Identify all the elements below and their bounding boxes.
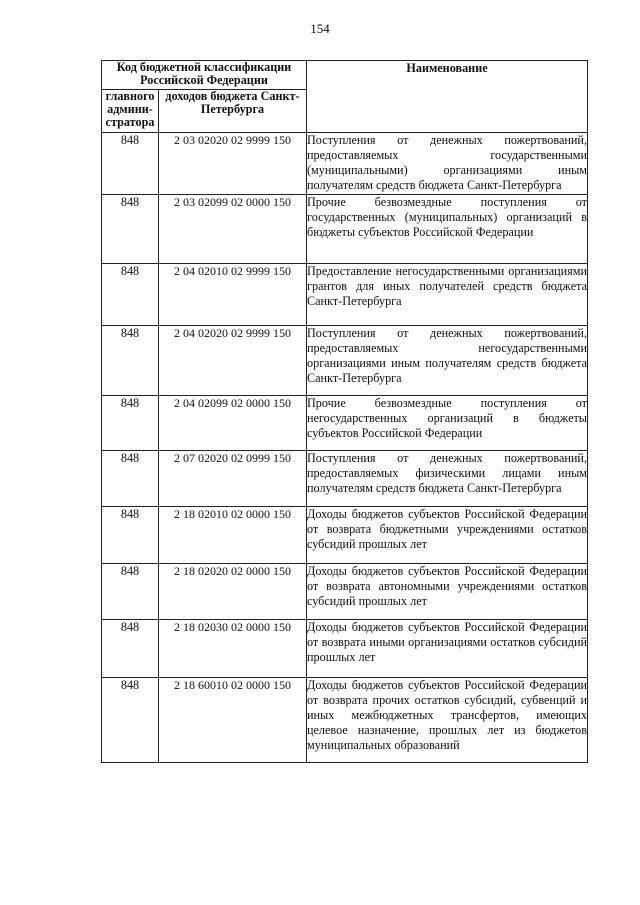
cell-admin: 848 xyxy=(102,133,159,195)
page-number: 154 xyxy=(310,21,330,36)
header-admin: главного админи-стратора xyxy=(102,90,159,133)
cell-admin: 848 xyxy=(102,396,159,451)
cell-admin: 848 xyxy=(102,264,159,326)
cell-admin: 848 xyxy=(102,507,159,564)
cell-code: 2 04 02020 02 9999 150 xyxy=(159,326,307,396)
table-row xyxy=(102,451,588,507)
cell-name: Доходы бюджетов субъектов Российской Федерации от возврата автономными учреждениями остатков субсидий прошлых лет xyxy=(307,564,588,620)
cell-code: 2 04 02010 02 9999 150 xyxy=(159,264,307,326)
cell-admin: 848 xyxy=(102,451,159,507)
cell-code: 2 18 02020 02 0000 150 xyxy=(159,564,307,620)
table-row xyxy=(102,133,588,195)
cell-name: Прочие безвозмездные поступления от государственных (муниципальных) организаций в бюджеты субъектов Российской Федерации xyxy=(307,195,588,264)
table-row xyxy=(102,564,588,620)
cell-admin: 848 xyxy=(102,564,159,620)
budget-classification-table xyxy=(101,60,588,763)
cell-code: 2 18 02030 02 0000 150 xyxy=(159,620,307,678)
cell-name: Поступления от денежных пожертвований, предоставляемых физическими лицами иным получателям средств бюджета Санкт-Петербурга xyxy=(307,451,588,507)
table-row xyxy=(102,195,588,264)
cell-name: Прочие безвозмездные поступления от негосударственных организаций в бюджеты субъектов Российской Федерации xyxy=(307,396,588,451)
table-row xyxy=(102,264,588,326)
cell-name: Доходы бюджетов субъектов Российской Федерации от возврата бюджетными учреждениями остатков субсидий прошлых лет xyxy=(307,507,588,564)
table-row xyxy=(102,396,588,451)
cell-admin: 848 xyxy=(102,620,159,678)
cell-code: 2 18 60010 02 0000 150 xyxy=(159,678,307,763)
table-row xyxy=(102,620,588,678)
cell-name: Доходы бюджетов субъектов Российской Федерации от возврата иными организациями остатков субсидий прошлых лет xyxy=(307,620,588,678)
table-row xyxy=(102,326,588,396)
cell-name: Доходы бюджетов субъектов Российской Федерации от возврата прочих остатков субсидий, субвенций и иных межбюджетных трансфертов, имеющих целевое назначение, прошлых лет из бюджетов муниципальных образований xyxy=(307,678,588,763)
cell-code: 2 03 02020 02 9999 150 xyxy=(159,133,307,195)
header-income: доходов бюджета Санкт-Петербурга xyxy=(159,90,307,133)
cell-code: 2 18 02010 02 0000 150 xyxy=(159,507,307,564)
cell-code: 2 03 02099 02 0000 150 xyxy=(159,195,307,264)
header-code-group: Код бюджетной классификации Российской Федерации xyxy=(102,61,307,90)
cell-name: Поступления от денежных пожертвований, предоставляемых государственными (муниципальными) организациями иным получателям средств бюджета Санкт-Петербурга xyxy=(307,133,588,195)
header-name: Наименование xyxy=(307,61,588,133)
cell-code: 2 04 02099 02 0000 150 xyxy=(159,396,307,451)
cell-admin: 848 xyxy=(102,678,159,763)
cell-code: 2 07 02020 02 0999 150 xyxy=(159,451,307,507)
cell-admin: 848 xyxy=(102,195,159,264)
cell-name: Поступления от денежных пожертвований, предоставляемых негосударственными организациями иным получателям средств бюджета Санкт-Петербурга xyxy=(307,326,588,396)
table-row xyxy=(102,678,588,763)
cell-name: Предоставление негосударственными организациями грантов для иных получателей средств бюджета Санкт-Петербурга xyxy=(307,264,588,326)
cell-admin: 848 xyxy=(102,326,159,396)
table-row xyxy=(102,507,588,564)
